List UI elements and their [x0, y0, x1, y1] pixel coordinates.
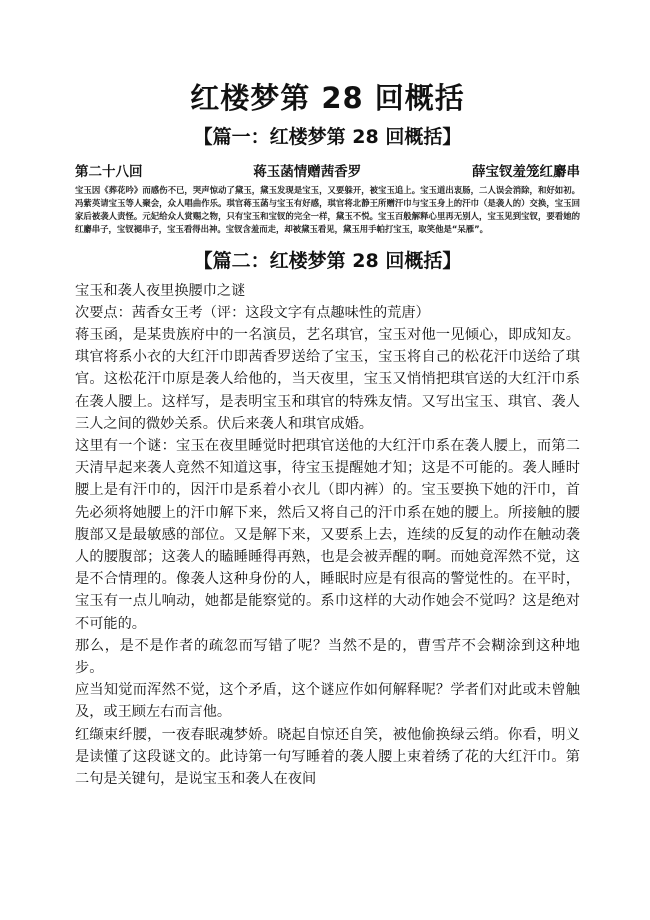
paragraph: 蒋玉函，是某贵族府中的一名演员，艺名琪官，宝玉对他一见倾心，即成知友。琪官将系小衣的大红汗巾即茜香罗送给了宝玉，宝玉将自己的松花汗巾送给了琪官。这松花汗巾原是袭人给他的，当天夜里，宝玉又悄悄把琪官送的大红汗巾系在袭人腰上。这样写，是表明宝玉和琪官的特殊友情。又写出宝玉、琪官、袭人三人之间的微妙关系。伏后来袭人和琪官成婚。 [75, 327, 580, 432]
paragraph: 那么，是不是作者的疏忽而写错了呢？当然不是的，曹雪芹不会糊涂到这种地步。 [75, 637, 580, 677]
chapter-line [75, 162, 580, 182]
section-heading-2: 【篇二：红楼梦第 28 回概括】 [193, 249, 462, 272]
section-heading-1: 【篇一：红楼梦第 28 回概括】 [193, 126, 462, 148]
paragraph: 次要点：茜香女王考（评：这段文字有点趣味性的荒唐） [75, 304, 430, 321]
page-title: 红楼梦第 28 回概括 [190, 81, 465, 115]
paragraph: 宝玉和袭人夜里换腰巾之谜 [75, 282, 246, 299]
section-2-body [75, 280, 580, 791]
chapter-number: 第二十八回 [75, 164, 143, 180]
chapter-summary: 宝玉因《葬花吟》而感伤不已，哭声惊动了黛玉，黛玉发现是宝玉，又要躲开，被宝玉追上。宝玉道出衷肠，二人误会消除，和好如初。冯紫英请宝玉等人聚会，众人唱曲作乐。琪官蒋玉菡与宝玉有好感，琪官将北静王所赠汗巾与宝玉身上的汗巾（是袭人的）交换，宝玉回家后被袭人责怪。元妃给众人赏赐之物，只有宝玉和宝钗的完全一样，黛玉不悦。宝玉百般解释心里再无别人，宝玉见到宝钗，要看她的红麝串子，宝钗褪串子，宝玉看得出神。宝钗含羞而走，却被黛玉看见，黛玉用手帕打宝玉，取笑他是“呆雁”。 [75, 185, 580, 234]
chapter-title-right: 薛宝钗羞笼红麝串 [472, 164, 580, 180]
paragraph: 红缬束纤腰，一夜春眠魂梦娇。晓起自惊还自笑，被他偷换绿云绡。你看，明义是读懂了这段谜文的。此诗第一句写睡着的袭人腰上束着绣了花的大红汗巾。第二句是关键句，是说宝玉和袭人在夜间 [75, 726, 580, 788]
paragraph: 应当知觉而浑然不觉，这个矛盾，这个谜应作如何解释呢？学者们对此或未曾触及，或王顾左右而言他。 [75, 682, 580, 721]
chapter-title-left: 蒋玉菡情赠茜香罗 [253, 164, 362, 180]
paragraph: 这里有一个谜：宝玉在夜里睡觉时把琪官送他的大红汗巾系在袭人腰上，而第二天清早起来袭人竟然不知道这事，待宝玉提醒她才知；这是不可能的。袭人睡时腰上是有汗巾的，因汗巾是系着小衣儿（即内裤）的。宝玉要换下她的汗巾，首先必须将她腰上的汗巾解下来，然后又将自己的汗巾系在她的腰上。所接触的腰腹部又是最敏感的部位。又是解下来，又要系上去，连续的反复的动作在触动袭人的腰腹部；这袭人的瞌睡睡得再熟，也是会被弄醒的啊。而她竟浑然不觉，这是不合情理的。像袭人这种身份的人，睡眠时应是有很高的警觉性的。在平时，宝玉有一点儿响动，她都是能察觉的。系巾这样的大动作她会不觉吗？这是绝对不可能的。 [75, 438, 580, 632]
